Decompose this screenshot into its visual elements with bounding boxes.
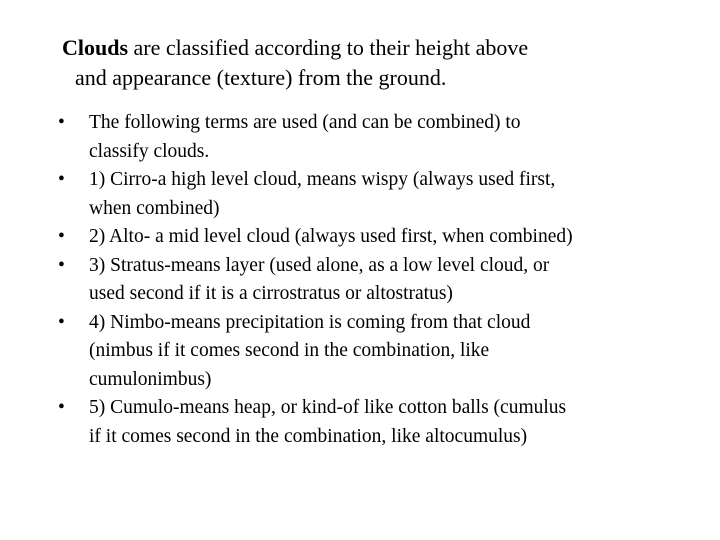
bullet-text-line: used second if it is a cirrostratus or altostratus) [89,283,453,304]
bullet-text-line: (nimbus if it comes second in the combination, like [89,340,490,361]
bullet-text-line: classify clouds. [89,140,210,162]
bullet-point-icon: • [58,169,65,190]
bullet-point-icon: • [58,397,65,418]
heading-line-1-rest: are classified according to their height above [128,35,529,60]
heading-bold-term: Clouds [62,35,129,60]
bullet-text-line: if it comes second in the combination, like altocumulus) [89,425,528,447]
bullet-point-icon: • [58,311,65,333]
heading-line-1 [62,33,702,63]
bullet-text-line: cumulonimbus) [89,368,212,390]
bullet-item [58,252,708,309]
bullet-item [58,223,708,252]
bullet-text-line: The following terms are used (and can be combined) to [89,112,521,133]
bullet-list [58,109,708,451]
bullet-text-line: 2) Alto- a mid level cloud (always used first, when combined) [89,226,573,247]
bullet-text-line: 1) Cirro-a high level cloud, means wispy (always used first, [89,169,556,190]
bullet-text-line: 4) Nimbo-means precipitation is coming from that cloud [89,311,531,333]
bullet-point-icon: • [58,226,65,247]
bullet-item [58,109,708,166]
heading-line-2: and appearance (texture) from the ground. [75,65,447,90]
bullet-point-icon: • [58,112,65,133]
bullet-text-line: 3) Stratus-means layer (used alone, as a low level cloud, or [89,254,550,276]
slide-heading [62,33,702,93]
bullet-text-line: 5) Cumulo-means heap, or kind-of like cotton balls (cumulus [89,397,567,418]
bullet-item [58,309,708,395]
bullet-text-line: when combined) [89,197,220,219]
bullet-point-icon: • [58,254,65,276]
bullet-item [58,166,708,223]
bullet-item [58,394,708,451]
